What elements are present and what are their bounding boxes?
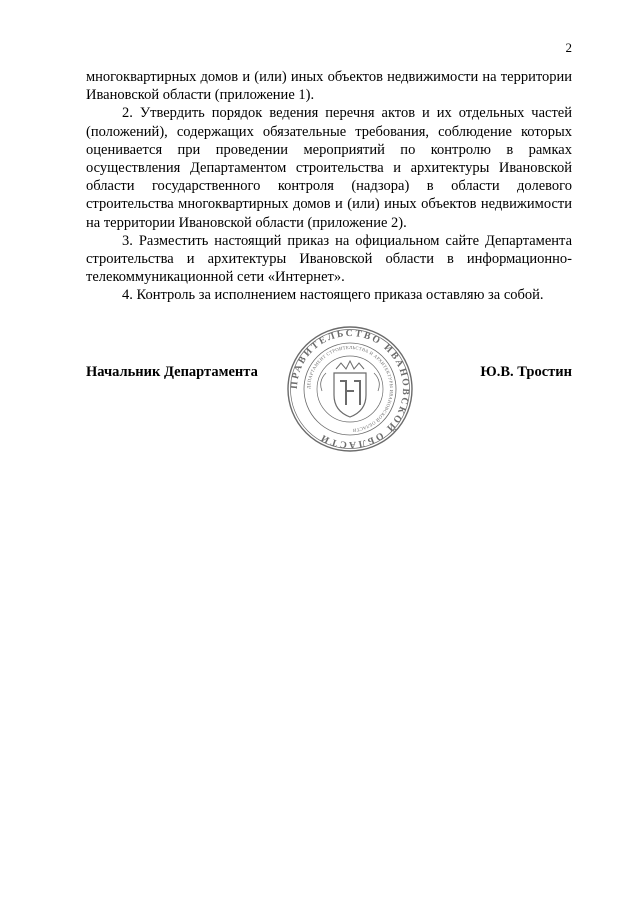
seal-inner-text: ДЕПАРТАМЕНТ СТРОИТЕЛЬСТВА И АРХИТЕКТУРЫ ИВАНОВСКОЙ ОБЛАСТИ: [305, 344, 395, 433]
svg-text:ДЕПАРТАМЕНТ СТРОИТЕЛЬСТВА И АР: [306, 345, 394, 433]
paragraph-item-4: 4. Контроль за исполнением настоящего приказа оставляю за собой.: [122, 287, 544, 304]
seal-outer-text: ПРАВИТЕЛЬСТВО ИВАНОВСКОЙ ОБЛАСТИ: [288, 327, 412, 451]
signature-block: [86, 325, 572, 455]
official-seal-stamp: [286, 325, 414, 453]
page-number: 2: [565, 40, 572, 55]
paragraph-continuation: многоквартирных домов и (или) иных объектов недвижимости на территории Ивановской области (приложение 1).: [86, 69, 572, 104]
paragraph-item-3: 3. Разместить настоящий приказ на официальном сайте Департамента строительства и архитектуры Ивановской области в информационно-телекоммуникационной сети «Интернет».: [86, 232, 572, 286]
signatory-name: Ю.В. Тростин: [480, 364, 572, 380]
paragraph-item-2: 2. Утвердить порядок ведения перечня актов и их отдельных частей (положений), содержащих обязательные требования, соблюдение которых оценивается при проведении мероприятий по контролю в рамках осуществления Департаментом строительства и архитектуры Ивановской области государственного контроля (надзора) в области долевого строительства многоквартирных домов и (или) иных объектов недвижимости на территории Ивановской области (приложение 2).: [86, 105, 572, 231]
signatory-position: Начальник Департамента: [86, 364, 258, 380]
document-body: [86, 68, 572, 305]
